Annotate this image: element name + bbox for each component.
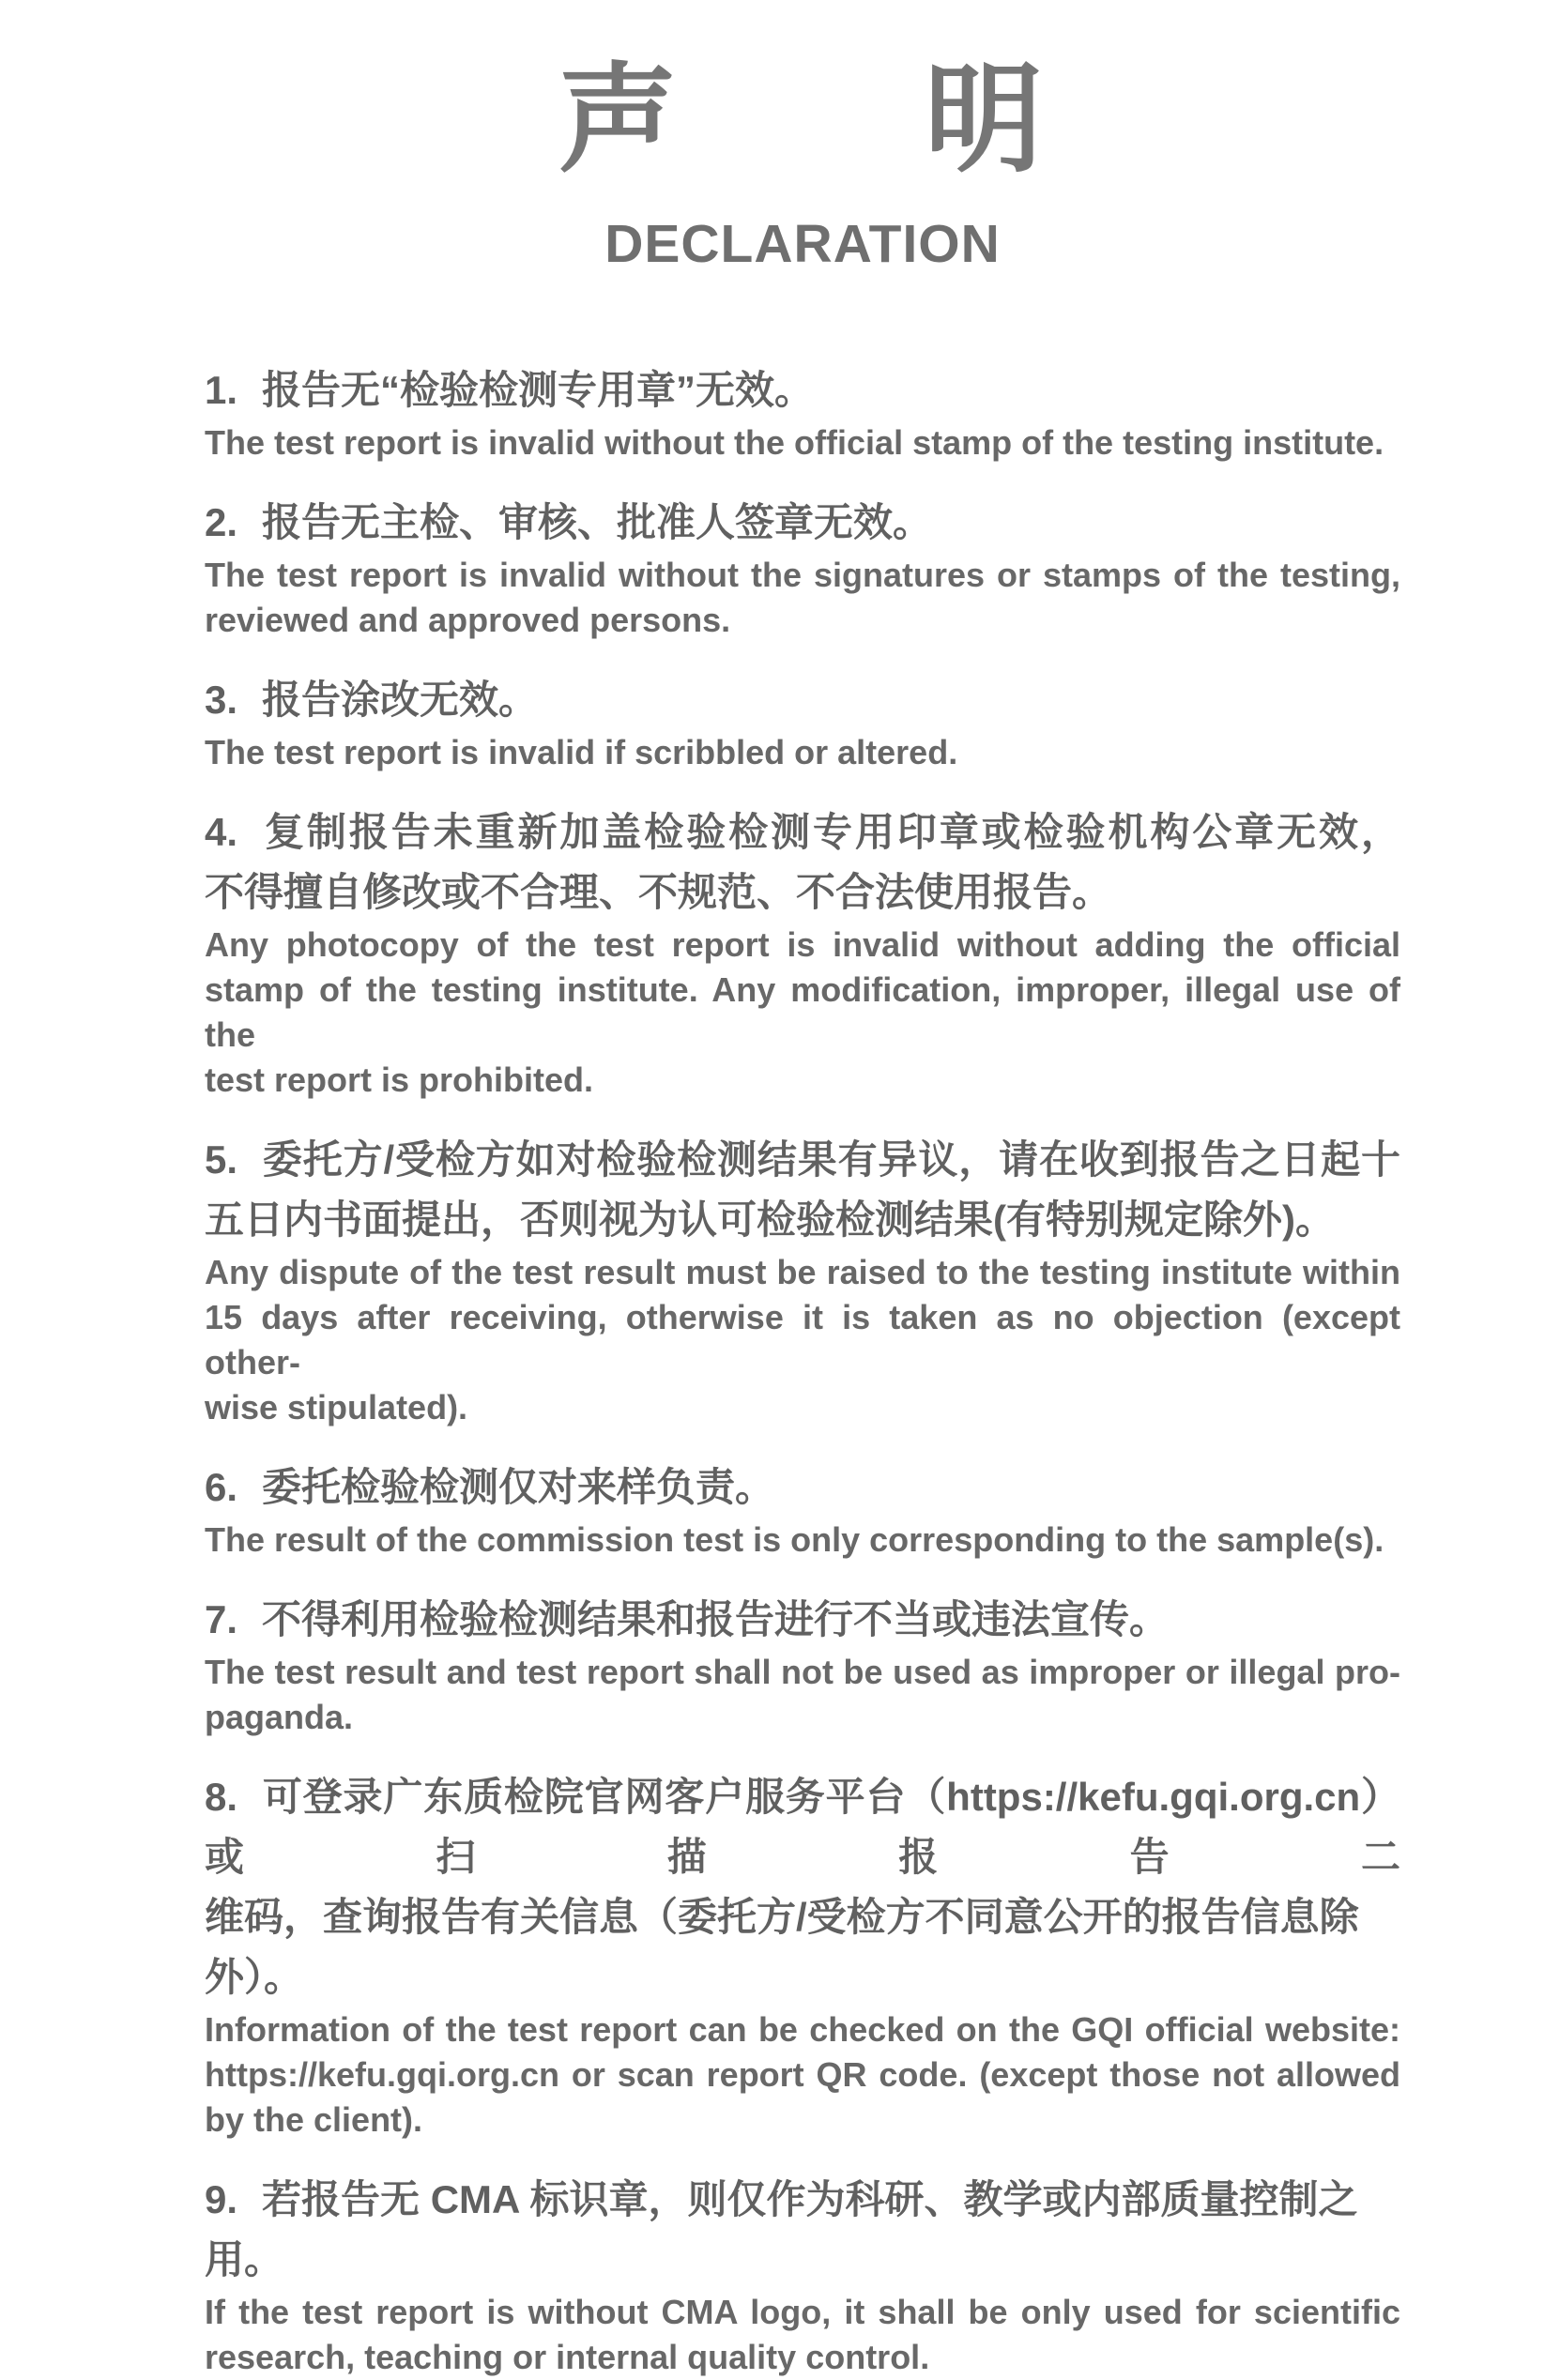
item-cn-text: 若报告无 CMA 标识章，则仅作为科研、教学或内部质量控制之用。 <box>205 2177 1358 2281</box>
item-cn-line <box>205 1767 1400 1887</box>
declaration-item <box>205 493 1400 643</box>
item-cn-line <box>205 1130 1400 1190</box>
item-cn-line <box>205 1457 1400 1518</box>
declaration-item <box>205 1767 1400 2143</box>
item-en-line: by the client). <box>205 2100 423 2139</box>
item-cn-line <box>205 493 1400 553</box>
item-cn-line <box>205 802 1400 862</box>
item-number: 3. <box>205 678 238 722</box>
item-en-line: Any photocopy of the test report is invalid without adding the official <box>205 925 1400 964</box>
declaration-items <box>205 360 1400 2380</box>
item-cn-text: 报告无“检验检测专用章”无效。 <box>262 368 815 412</box>
page-title-chinese: 声 明 <box>558 53 1047 186</box>
item-cn-line <box>205 670 1400 730</box>
item-en-line: reviewed and approved persons. <box>205 601 731 639</box>
item-cn-text: 委托检验检测仅对来样负责。 <box>262 1465 775 1509</box>
item-en-line: The test report is invalid if scribbled or altered. <box>205 733 958 771</box>
item-en-line: https://kefu.gqi.org.cn or scan report QR code. (except those not allowed <box>205 2055 1400 2094</box>
item-number: 6. <box>205 1465 238 1509</box>
item-en-line: Information of the test report can be checked on the GQI official website: <box>205 2010 1400 2049</box>
item-en-line: research, teaching or internal quality control. <box>205 2338 930 2376</box>
item-en-line: paganda. <box>205 1698 354 1736</box>
item-en-line: The result of the commission test is only corresponding to the sample(s). <box>205 1520 1384 1559</box>
item-en-line: Any dispute of the test result must be raised to the testing institute within <box>205 1253 1400 1291</box>
item-cn-text: 可登录广东质检院官网客户服务平台（https://kefu.gqi.org.cn）或扫描报告二 <box>205 1775 1400 1879</box>
item-number: 7. <box>205 1597 238 1641</box>
item-cn-line: 不得擅自修改或不合理、不规范、不合法使用报告。 <box>205 870 1112 914</box>
item-cn-text: 报告涂改无效。 <box>262 678 539 722</box>
item-number: 2. <box>205 500 238 544</box>
item-en-line: The test result and test report shall not be used as improper or illegal pro- <box>205 1653 1400 1691</box>
item-cn-text: 委托方/受检方如对检验检测结果有异议，请在收到报告之日起十 <box>262 1137 1400 1182</box>
item-cn-line: 五日内书面提出，否则视为认可检验检测结果(有特别规定除外)。 <box>205 1198 1335 1242</box>
item-en-line: 15 days after receiving, otherwise it is taken as no objection (except other- <box>205 1298 1400 1381</box>
item-en-line: If the test report is without CMA logo, it shall be only used for scientific <box>205 2293 1400 2331</box>
declaration-item <box>205 802 1400 1103</box>
item-cn-line <box>205 2170 1400 2290</box>
declaration-item <box>205 1457 1400 1563</box>
item-cn-text: 报告无主检、审核、批准人签章无效。 <box>262 500 933 544</box>
item-cn-line <box>205 360 1400 420</box>
item-cn-line <box>205 1590 1400 1650</box>
item-number: 8. <box>205 1775 238 1819</box>
item-en-line: The test report is invalid without the signatures or stamps of the testing, <box>205 556 1400 594</box>
item-number: 1. <box>205 368 238 412</box>
declaration-item <box>205 670 1400 775</box>
declaration-item <box>205 2170 1400 2380</box>
item-en-line: test report is prohibited. <box>205 1060 594 1099</box>
item-en-line: stamp of the testing institute. Any modification, improper, illegal use of the <box>205 970 1400 1054</box>
item-cn-text: 不得利用检验检测结果和报告进行不当或违法宣传。 <box>262 1597 1170 1641</box>
declaration-item <box>205 360 1400 465</box>
declaration-item <box>205 1130 1400 1430</box>
item-cn-text: 复制报告未重新加盖检验检测专用印章或检验机构公章无效， <box>262 810 1400 854</box>
item-en-line: wise stipulated). <box>205 1388 468 1426</box>
item-cn-line: 维码，查询报告有关信息（委托方/受检方不同意公开的报告信息除外）。 <box>205 1895 1359 1999</box>
item-number: 9. <box>205 2177 238 2221</box>
item-en-line: The test report is invalid without the official stamp of the testing institute. <box>205 423 1384 462</box>
declaration-item <box>205 1590 1400 1740</box>
item-number: 4. <box>205 810 238 854</box>
page-header <box>205 51 1400 272</box>
page-title-english: DECLARATION <box>604 214 1001 274</box>
item-number: 5. <box>205 1137 238 1182</box>
